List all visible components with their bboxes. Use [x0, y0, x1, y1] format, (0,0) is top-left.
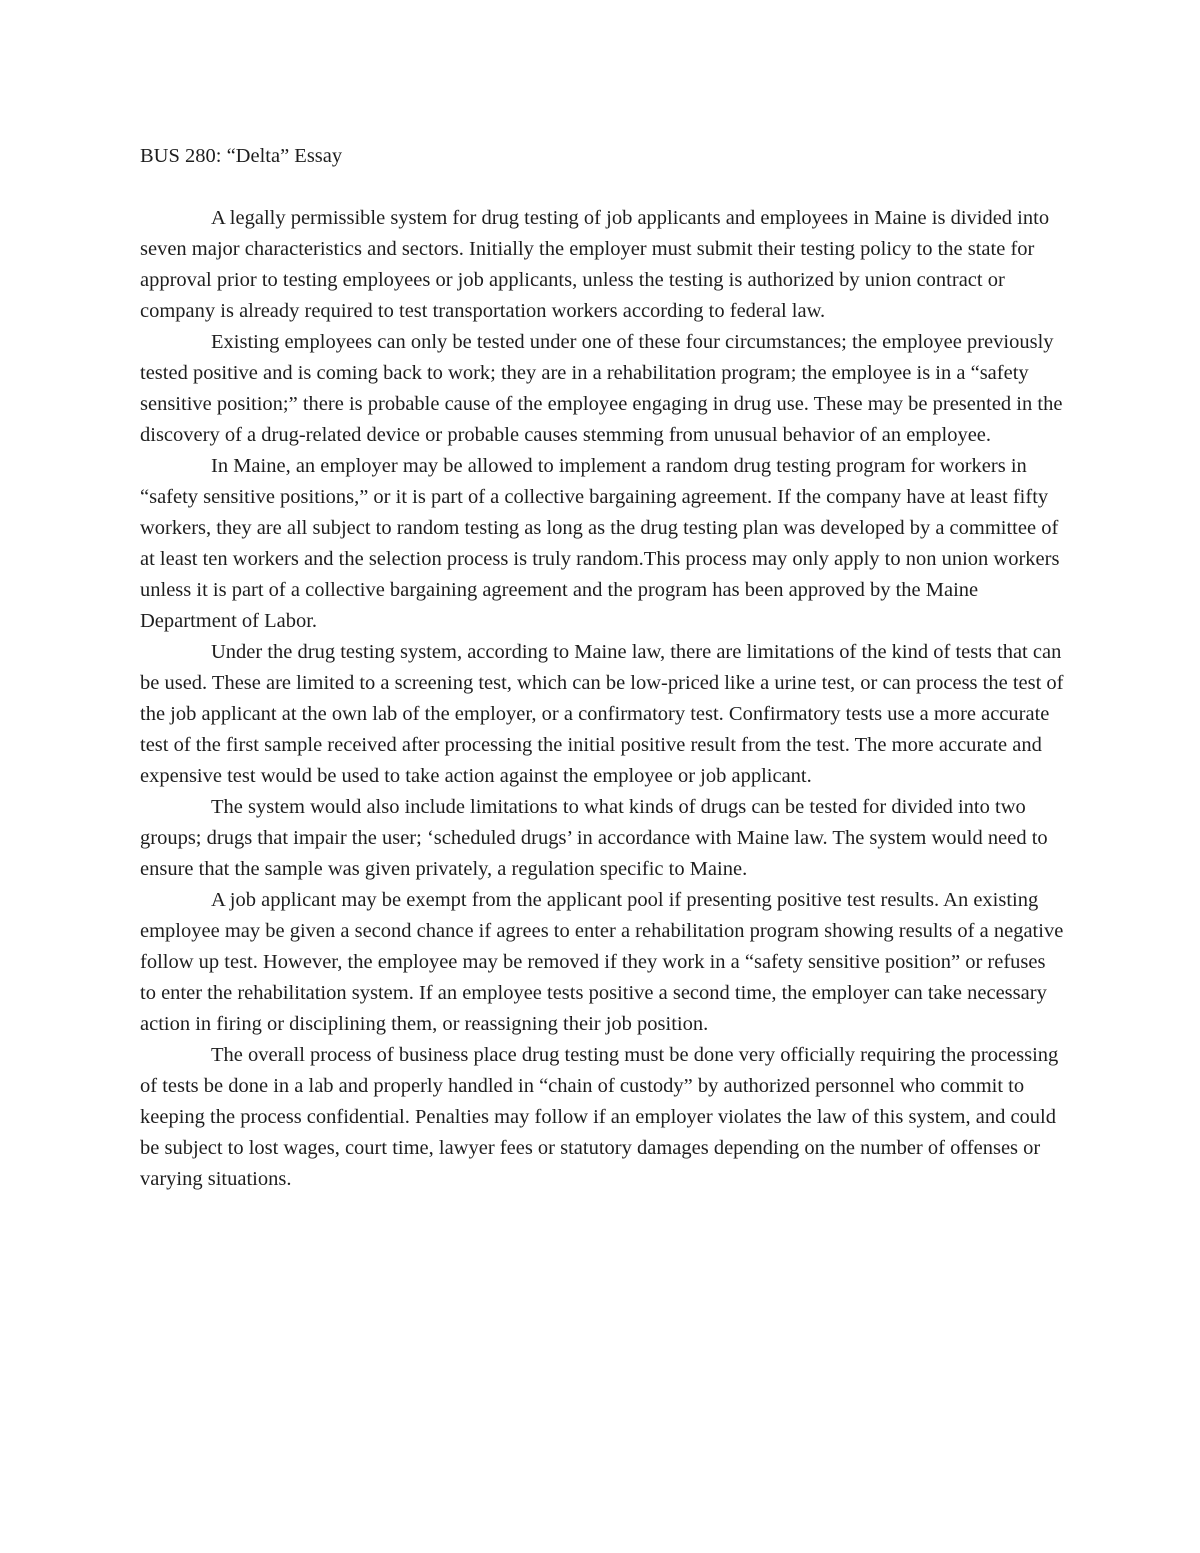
- document-body: [140, 141, 1065, 1195]
- paragraph: A job applicant may be exempt from the applicant pool if presenting positive test results. An existing employee may be given a second chance if agrees to enter a rehabilitation program showing results of a negative follow up test. However, the employee may be removed if they work in a “safety sensitive position” or refuses to enter the rehabilitation system. If an employee tests positive a second time, the employer can take necessary action in firing or disciplining them, or reassigning their job position.: [140, 889, 1064, 1035]
- paragraph: A legally permissible system for drug testing of job applicants and employees in Maine is divided into seven major characteristics and sectors. Initially the employer must submit their testing policy to the state for approval prior to testing employees or job applicants, unless the testing is authorized by union contract or company is already required to test transportation workers according to federal law.: [140, 207, 1050, 322]
- paragraph: Under the drug testing system, according to Maine law, there are limitations of the kind of tests that can be used. These are limited to a screening test, which can be low-priced like a urine test, or can process the test of the job applicant at the own lab of the employer, or a confirmatory test. Confirmatory tests use a more accurate test of the first sample received after processing the initial positive result from the test. The more accurate and expensive test would be used to take action against the employee or job applicant.: [140, 641, 1064, 787]
- paragraph: The system would also include limitations to what kinds of drugs can be tested for divided into two groups; drugs that impair the user; ‘scheduled drugs’ in accordance with Maine law. The system would need to ensure that the sample was given privately, a regulation specific to Maine.: [140, 796, 1048, 880]
- paragraph: Existing employees can only be tested under one of these four circumstances; the employee previously tested positive and is coming back to work; they are in a rehabilitation program; the employee is in a “safety sensitive position;” there is probable cause of the employee engaging in drug use. These may be presented in the discovery of a drug-related device or probable causes stemming from unusual behavior of an employee.: [140, 331, 1063, 446]
- paragraph: In Maine, an employer may be allowed to implement a random drug testing program for workers in “safety sensitive positions,” or it is part of a collective bargaining agreement. If the company have at least fifty workers, they are all subject to random testing as long as the drug testing plan was developed by a committee of at least ten workers and the selection process is truly random.This process may only apply to non union workers unless it is part of a collective bargaining agreement and the program has been approved by the Maine Department of Labor.: [140, 455, 1060, 632]
- paragraph: The overall process of business place drug testing must be done very officially requiring the processing of tests be done in a lab and properly handled in “chain of custody” by authorized personnel who commit to keeping the process confidential. Penalties may follow if an employer violates the law of this system, and could be subject to lost wages, court time, lawyer fees or statutory damages depending on the number of offenses or varying situations.: [140, 1044, 1059, 1190]
- title-spacer: [140, 172, 1065, 203]
- document-title: BUS 280: “Delta” Essay: [140, 145, 343, 167]
